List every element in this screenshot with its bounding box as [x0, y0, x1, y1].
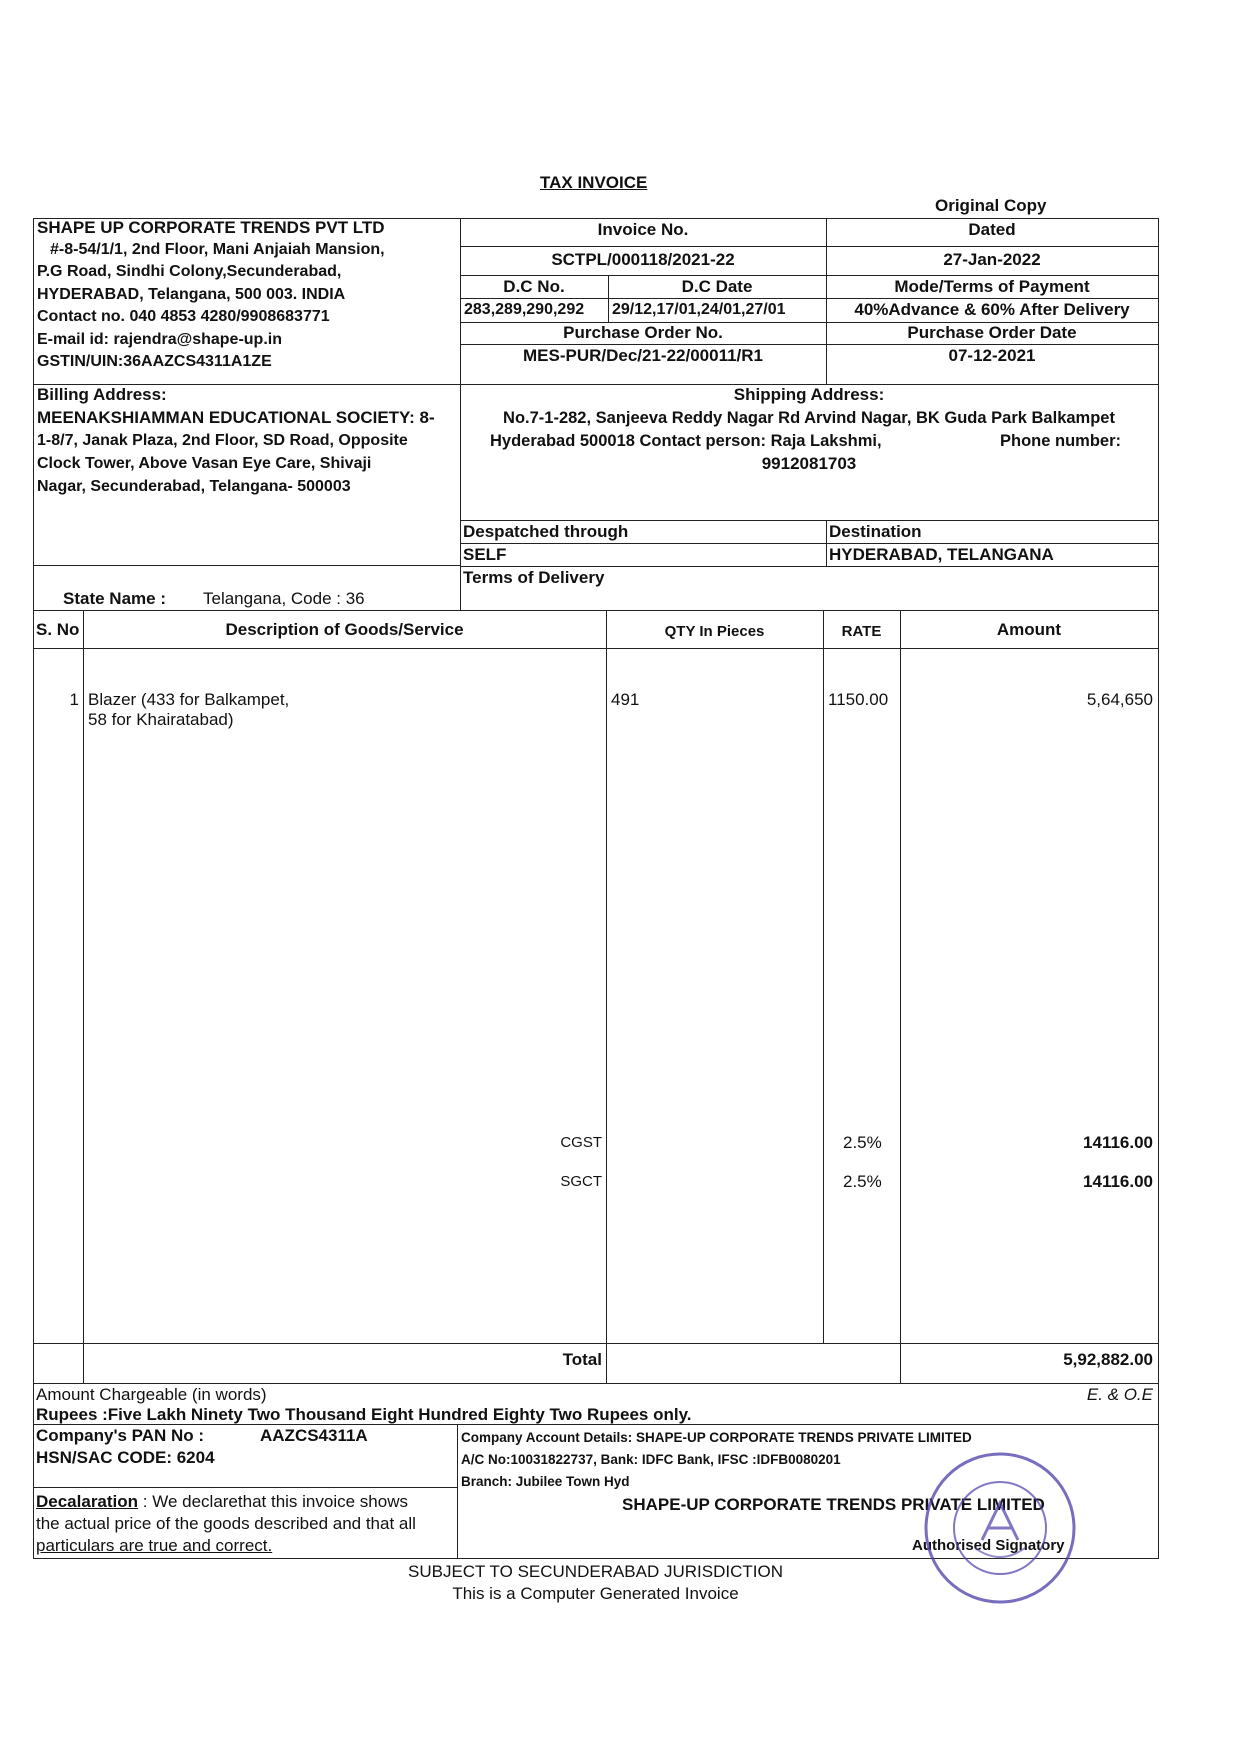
branch: Branch: Jubilee Town Hyd	[461, 1474, 630, 1489]
po-date-label: Purchase Order Date	[907, 323, 1077, 342]
shipping-line: Hyderabad 500018 Contact person: Raja Lakshmi,	[490, 432, 882, 450]
destination-value: HYDERABAD, TELANGANA	[829, 545, 1054, 564]
divider	[33, 610, 1158, 611]
despatched-value: SELF	[463, 545, 507, 564]
billing-line: Clock Tower, Above Vasan Eye Care, Shivaji	[37, 455, 372, 472]
document-title: TAX INVOICE	[540, 173, 648, 192]
invoice-no: SCTPL/000118/2021-22	[551, 250, 735, 269]
item-sno: 1	[69, 690, 79, 709]
divider	[900, 610, 901, 1383]
item-description: Blazer (433 for Balkampet,	[88, 690, 290, 709]
col-description: Description of Goods/Service	[225, 620, 464, 639]
authorised-signatory: Authorised Signatory	[912, 1537, 1065, 1554]
state-value: Telangana, Code : 36	[203, 589, 365, 608]
dated-label: Dated	[968, 220, 1016, 239]
state-label: State Name :	[63, 589, 166, 608]
divider	[460, 543, 1158, 544]
amount-in-words: Rupees :Five Lakh Ninety Two Thousand Eight Hundred Eighty Two Rupees only.	[36, 1405, 692, 1424]
billing-label: Billing Address:	[37, 385, 167, 404]
pan-label: Company's PAN No :	[36, 1426, 205, 1445]
seller-gstin: GSTIN/UIN:36AAZCS4311A1ZE	[37, 353, 272, 370]
total-amount: 5,92,882.00	[1063, 1350, 1153, 1369]
shipping-label: Shipping Address:	[733, 385, 885, 404]
divider	[823, 610, 824, 1343]
seller-address-line: HYDERABAD, Telangana, 500 003. INDIA	[37, 286, 346, 303]
payment-terms: 40%Advance & 60% After Delivery	[854, 300, 1130, 319]
dc-date: 29/12,17/01,24/01,27/01	[612, 301, 786, 318]
hsn-code: HSN/SAC CODE: 6204	[36, 1448, 215, 1467]
billing-line: Nagar, Secunderabad, Telangana- 500003	[37, 478, 351, 495]
tax-name: CGST	[560, 1134, 602, 1151]
divider	[33, 648, 1158, 649]
billing-line: 1-8/7, Janak Plaza, 2nd Floor, SD Road, Opposite	[37, 432, 408, 449]
po-no: MES-PUR/Dec/21-22/00011/R1	[522, 346, 764, 365]
computer-generated-note: This is a Computer Generated Invoice	[452, 1584, 739, 1603]
declaration-text: : We declarethat this invoice shows	[138, 1492, 408, 1511]
divider	[460, 298, 1158, 299]
dc-date-label: D.C Date	[681, 277, 753, 296]
item-rate: 1150.00	[828, 690, 889, 709]
tax-amount: 14116.00	[1083, 1172, 1153, 1191]
seller-name: SHAPE UP CORPORATE TRENDS PVT LTD	[37, 218, 385, 237]
po-date: 07-12-2021	[948, 346, 1036, 365]
payment-label: Mode/Terms of Payment	[894, 277, 1090, 296]
border-left	[33, 218, 34, 1559]
divider	[457, 1424, 458, 1559]
po-no-label: Purchase Order No.	[563, 323, 723, 342]
divider	[83, 610, 84, 1383]
seller-address-line: P.G Road, Sindhi Colony,Secunderabad,	[37, 263, 342, 280]
col-rate: RATE	[841, 623, 882, 640]
divider	[460, 344, 1158, 345]
account-number: A/C No:10031822737, Bank: IDFC Bank, IFSC :IDFB0080201	[461, 1452, 841, 1467]
divider	[33, 1383, 1158, 1384]
tax-rate: 2.5%	[843, 1133, 882, 1152]
seller-address-line: #-8-54/1/1, 2nd Floor, Mani Anjaiah Mansion,	[50, 241, 385, 258]
dc-no: 283,289,290,292	[464, 301, 585, 318]
tax-rate: 2.5%	[843, 1172, 882, 1191]
divider	[33, 1487, 457, 1488]
tax-name: SGCT	[560, 1173, 602, 1190]
total-label: Total	[562, 1350, 602, 1369]
divider	[33, 565, 460, 566]
declaration-text: the actual price of the goods described and that all	[36, 1514, 416, 1533]
divider	[460, 246, 1158, 247]
col-qty: QTY In Pieces	[664, 623, 765, 640]
invoice-date: 27-Jan-2022	[943, 250, 1041, 269]
col-amount: Amount	[996, 620, 1062, 639]
seller-contact: Contact no. 040 4853 4280/9908683771	[37, 308, 330, 325]
copy-label: Original Copy	[935, 196, 1047, 215]
declaration-label: Decalaration	[36, 1492, 139, 1511]
shipping-line: No.7-1-282, Sanjeeva Reddy Nagar Rd Arvind Nagar, BK Guda Park Balkampet	[503, 409, 1115, 427]
divider	[606, 610, 607, 1383]
despatched-label: Despatched through	[463, 522, 629, 541]
invoice-no-label: Invoice No.	[597, 220, 689, 239]
col-sno: S. No	[36, 620, 80, 639]
account-details: Company Account Details: SHAPE-UP CORPORATE TRENDS PRIVATE LIMITED	[461, 1430, 972, 1445]
item-description: 58 for Khairatabad)	[88, 710, 234, 729]
eoe-label: E. & O.E	[1086, 1385, 1153, 1404]
divider	[826, 520, 827, 566]
jurisdiction: SUBJECT TO SECUNDERABAD JURISDICTION	[407, 1562, 783, 1581]
border-right	[1158, 218, 1159, 1559]
divider	[460, 275, 1158, 276]
seller-email: E-mail id: rajendra@shape-up.in	[37, 331, 282, 348]
divider	[33, 1343, 1158, 1344]
divider	[460, 566, 1158, 567]
company-sign-name: SHAPE-UP CORPORATE TRENDS PRIVATE LIMITED	[622, 1495, 1045, 1514]
declaration	[36, 1492, 408, 1512]
item-amount: 5,64,650	[1086, 690, 1153, 709]
tax-amount: 14116.00	[1083, 1133, 1153, 1152]
terms-label: Terms of Delivery	[463, 568, 605, 587]
dc-no-label: D.C No.	[503, 277, 565, 296]
destination-label: Destination	[829, 522, 922, 541]
divider	[460, 520, 1158, 521]
item-qty: 491	[611, 690, 640, 709]
shipping-phone-label: Phone number:	[1000, 432, 1122, 450]
shipping-phone: 9912081703	[761, 454, 857, 473]
declaration-text: particulars are true and correct.	[36, 1536, 273, 1555]
billing-line: MEENAKSHIAMMAN EDUCATIONAL SOCIETY: 8-	[37, 408, 435, 427]
words-label: Amount Chargeable (in words)	[36, 1385, 267, 1404]
pan-value: AAZCS4311A	[260, 1426, 368, 1445]
